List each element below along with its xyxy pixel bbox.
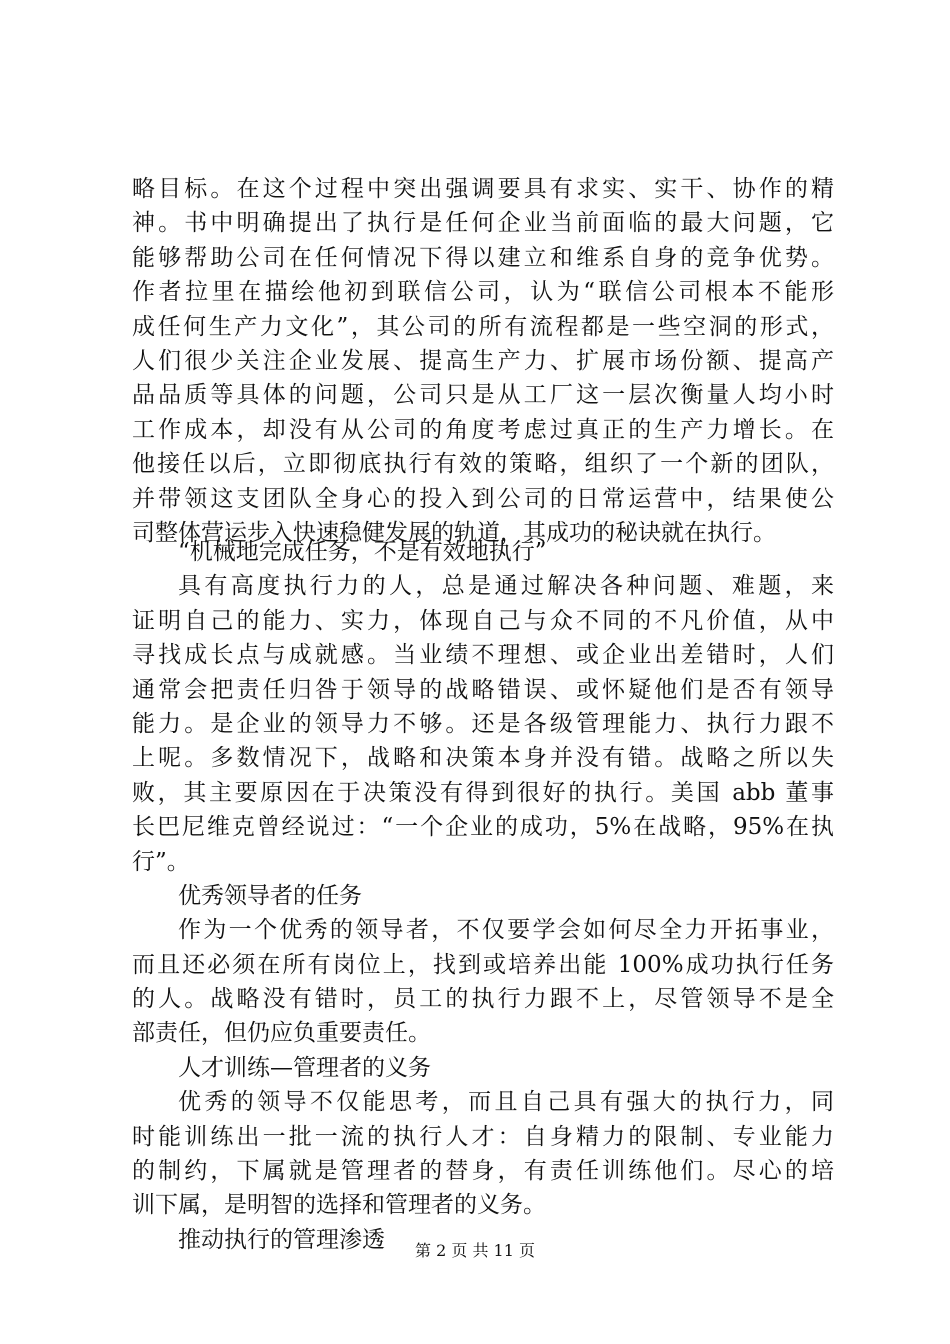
text-line: 通常会把责任归咎于领导的战略错误、或怀疑他们是否有领导 [132, 676, 834, 703]
text-line: 品品质等具体的问题，公司只是从工厂这一层次衡量人均小时 [132, 382, 834, 409]
text-line: 时能训练出一批一流的执行人才：自身精力的限制、专业能力 [132, 1123, 834, 1150]
text-line: 长巴尼维克曾经说过：“一个企业的成功，5%在战略，95%在执 [132, 814, 834, 841]
text-line: 神。书中明确提出了执行是任何企业当前面临的最大问题，它 [132, 210, 834, 237]
text-line: 的人。战略没有错时，员工的执行力跟不上，尽管领导不是全 [132, 986, 834, 1013]
text-line: 具有高度执行力的人，总是通过解决各种问题、难题，来 [178, 573, 834, 600]
text-line: 而且还必须在所有岗位上，找到或培养出能 100%成功执行任务 [132, 951, 834, 978]
text-line: 证明自己的能力、实力，体现自己与众不同的不凡价值，从中 [132, 607, 834, 634]
text-line: 作者拉里在描绘他初到联信公司，认为“联信公司根本不能形 [132, 279, 834, 306]
text-line: 人们很少关注企业发展、提高生产力、扩展市场份额、提高产 [132, 347, 834, 374]
text-line: 工作成本，却没有从公司的角度考虑过真正的生产力增长。在 [132, 416, 834, 443]
text-line: 上呢。多数情况下，战略和决策本身并没有错。战略之所以失 [132, 745, 834, 772]
text-line: 优秀的领导不仅能思考，而且自己具有强大的执行力，同 [178, 1089, 834, 1116]
text-line: 他接任以后，立即彻底执行有效的策略，组织了一个新的团队， [132, 451, 834, 478]
section-heading: “机械地完成任务，不是有效地执行” [178, 539, 547, 565]
section-heading: 优秀领导者的任务 [178, 882, 362, 909]
section-heading: 推动执行的管理渗透 [178, 1226, 385, 1253]
section-heading: 人才训练—管理者的义务 [178, 1054, 431, 1081]
text-line: 能够帮助公司在任何情况下得以建立和维系自身的竞争优势。 [132, 244, 834, 271]
paragraph-continuation [132, 172, 834, 550]
page-number-footer: 第 2 页 共 11 页 [415, 1241, 535, 1260]
text-line: 训下属，是明智的选择和管理者的义务。 [132, 1192, 546, 1219]
text-line: 行”。 [132, 848, 190, 875]
text-line: 部责任，但仍应负重要责任。 [132, 1020, 431, 1047]
text-line: 并带领这支团队全身心的投入到公司的日常运营中，结果使公 [132, 485, 834, 512]
text-line: 略目标。在这个过程中突出强调要具有求实、实干、协作的精 [132, 176, 834, 202]
text-line: 败，其主要原因在于决策没有得到很好的执行。美国 abb 董事 [132, 779, 834, 806]
text-line: 寻找成长点与成就感。当业绩不理想、或企业出差错时，人们 [132, 642, 834, 669]
text-line: 作为一个优秀的领导者，不仅要学会如何尽全力开拓事业， [178, 917, 834, 944]
text-line: 成任何生产力文化”，其公司的所有流程都是一些空洞的形式， [132, 313, 834, 340]
text-line: 的制约，下属就是管理者的替身，有责任训练他们。尽心的培 [132, 1158, 834, 1185]
text-line: 司整体营运步入快速稳健发展的轨道，其成功的秘诀就在执行。 [132, 519, 776, 546]
text-line: 能力。是企业的领导力不够。还是各级管理能力、执行力跟不 [132, 710, 834, 737]
body-sections [132, 535, 834, 1257]
